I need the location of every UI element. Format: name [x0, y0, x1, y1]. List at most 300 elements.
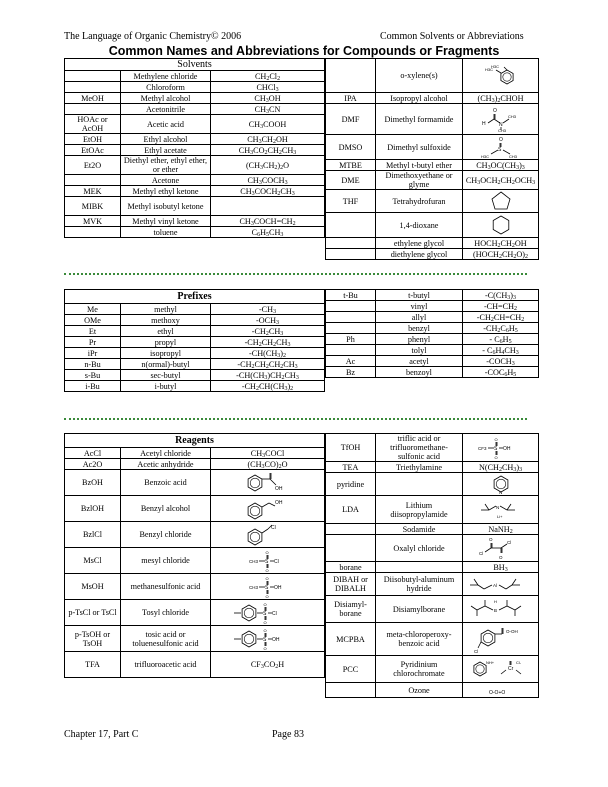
cell-abbr: Ac: [326, 356, 376, 367]
cell-abbr: MeOH: [65, 93, 121, 104]
cell-abbr: [65, 71, 121, 82]
table-row: [326, 496, 539, 524]
cell-abbr: DME: [326, 171, 376, 190]
svg-text:Cr: Cr: [507, 666, 513, 672]
cell-name: diethylene glycol: [376, 249, 463, 260]
cell-formula: $-CH(CH_3)_2$: [211, 348, 325, 359]
cell-abbr: borane: [326, 562, 376, 573]
table-row: [65, 175, 325, 186]
cell-formula: $C_6H_5CH_3$: [211, 227, 325, 238]
svg-text:S: S: [493, 445, 497, 452]
cell-abbr: MCPBA: [326, 623, 376, 656]
table-row: [326, 213, 539, 238]
cell-name: allyl: [376, 312, 463, 323]
cell-name: triflic acid or trifluoromethane-sulfonic acid: [376, 434, 463, 462]
cell-abbr: LDA: [326, 496, 376, 524]
cell-abbr: IPA: [326, 93, 376, 104]
cell-abbr: AcCl: [65, 448, 121, 459]
table-row: [326, 473, 539, 496]
cell-formula: $-CH_2CH=CH_2$: [463, 312, 539, 323]
svg-text:O: O: [492, 108, 497, 114]
cell-name: isopropyl: [121, 348, 211, 359]
cell-formula: [463, 190, 539, 213]
header-left: The Language of Organic Chemistry© 2006: [64, 31, 242, 42]
cell-abbr: [65, 227, 121, 238]
svg-text:Li+: Li+: [496, 513, 502, 519]
table-row: [65, 304, 325, 315]
cell-formula: [211, 626, 325, 652]
cell-name: benzyl: [376, 323, 463, 334]
table-row: [65, 470, 325, 496]
table-row: [326, 290, 539, 301]
svg-text:CH3: CH3: [508, 154, 517, 159]
svg-text:S: S: [264, 558, 268, 565]
solvents-table: [64, 58, 325, 238]
cell-name: Tosyl chloride: [121, 600, 211, 626]
table-row: [65, 359, 325, 370]
table-row: [326, 323, 539, 334]
table-row: [326, 656, 539, 683]
cell-name: Acetyl chloride: [121, 448, 211, 459]
cell-abbr: Et: [65, 326, 121, 337]
cell-formula: [463, 135, 539, 160]
cell-formula: $CH_3OCH_2CH_2OCH_3$: [463, 171, 539, 190]
cell-name: Tetrahydrofuran: [376, 190, 463, 213]
svg-text:Cl: Cl: [478, 551, 483, 556]
cell-formula: [211, 197, 325, 216]
cell-abbr: i-Bu: [65, 381, 121, 392]
svg-text:Al: Al: [492, 583, 497, 588]
cell-abbr: pyridine: [326, 473, 376, 496]
table-row: [326, 238, 539, 249]
svg-text:O: O: [265, 575, 269, 581]
cell-name: Ethyl acetate: [121, 145, 211, 156]
cell-abbr: Pr: [65, 337, 121, 348]
cell-name: n(ormal)-butyl: [121, 359, 211, 370]
cell-name: Methyl alcohol: [121, 93, 211, 104]
table-row: [326, 535, 539, 562]
cell-name: Dimethyl sulfoxide: [376, 135, 463, 160]
cell-abbr: [326, 213, 376, 238]
cell-abbr: MTBE: [326, 160, 376, 171]
cell-formula: [211, 574, 325, 600]
table-row: [65, 459, 325, 470]
svg-text:Cl: Cl: [271, 610, 277, 617]
table-row: [65, 348, 325, 359]
cell-name: Acetone: [121, 175, 211, 186]
svg-text:O: O: [263, 619, 267, 625]
table-row: [65, 448, 325, 459]
table-row: [326, 171, 539, 190]
svg-text:Cl: Cl: [473, 649, 478, 654]
cell-name: [376, 562, 463, 573]
table-row: [65, 134, 325, 145]
svg-text:CH3: CH3: [507, 114, 516, 119]
cell-name: Pyridinium chlorochromate: [376, 656, 463, 683]
cell-formula: $-CH_3$: [211, 304, 325, 315]
cell-formula: $CH_3OC(CH_3)_3$: [463, 160, 539, 171]
cell-formula: [211, 496, 325, 522]
cell-abbr: [326, 323, 376, 334]
cell-abbr: THF: [326, 190, 376, 213]
table-row: [326, 573, 539, 596]
cell-name: Methyl t-butyl ether: [376, 160, 463, 171]
cell-formula: $CF_3CO_2H$: [211, 652, 325, 678]
cell-abbr: BzlOH: [65, 496, 121, 522]
cell-formula: [463, 535, 539, 562]
cell-abbr: MEK: [65, 186, 121, 197]
table-row: [65, 337, 325, 348]
section-divider-2: [64, 418, 527, 420]
table-row: [65, 145, 325, 156]
table-row: [65, 104, 325, 115]
cell-abbr: n-Bu: [65, 359, 121, 370]
cell-abbr: Disiamyl-borane: [326, 596, 376, 623]
svg-text:Cl: Cl: [270, 524, 276, 531]
cell-abbr: [326, 535, 376, 562]
table-row: [326, 367, 539, 378]
table-row: [65, 93, 325, 104]
svg-text:S: S: [262, 636, 266, 643]
cell-name: Dimethyl formamide: [376, 104, 463, 135]
cell-abbr: [65, 175, 121, 186]
cell-formula: - $C_6H_5$: [463, 334, 539, 345]
cell-abbr: t-Bu: [326, 290, 376, 301]
table-row: [326, 59, 539, 93]
table-row: [65, 326, 325, 337]
cell-name: Acetic acid: [121, 115, 211, 134]
svg-text:O: O: [263, 645, 267, 651]
cell-formula: [463, 434, 539, 462]
cell-name: methanesulfonic acid: [121, 574, 211, 600]
page-title: Common Names and Abbreviations for Compounds or Fragments: [108, 44, 500, 58]
cell-formula: $CH_3CO_2CH_2CH_3$: [211, 145, 325, 156]
table-row: [65, 315, 325, 326]
prefixes-heading: Prefixes: [65, 290, 325, 304]
cell-abbr: Me: [65, 304, 121, 315]
cell-formula: $-CH_2CH_3$: [211, 326, 325, 337]
svg-text:S: S: [262, 610, 266, 617]
cell-name: propyl: [121, 337, 211, 348]
cell-formula: [211, 522, 325, 548]
table-row: [326, 345, 539, 356]
cell-formula: [463, 596, 539, 623]
cell-formula: $CH_3COCH=CH_2$: [211, 216, 325, 227]
cell-name: sec-butyl: [121, 370, 211, 381]
cell-abbr: Ph: [326, 334, 376, 345]
prefixes-table-right: [325, 289, 539, 378]
cell-name: ethyl: [121, 326, 211, 337]
cell-name: Benzoic acid: [121, 470, 211, 496]
cell-name: Chloroform: [121, 82, 211, 93]
cell-name: Methylene chloride: [121, 71, 211, 82]
svg-text:H: H: [494, 599, 497, 604]
cell-name: Methyl vinyl ketone: [121, 216, 211, 227]
cell-formula: $(HOCH_2CH_2O)_2$: [463, 249, 539, 260]
cell-abbr: MsOH: [65, 574, 121, 600]
cell-abbr: BzOH: [65, 470, 121, 496]
table-row: [65, 115, 325, 134]
cell-abbr: [65, 82, 121, 93]
reagents-table-right: [325, 433, 539, 698]
table-row: [326, 562, 539, 573]
cell-name: mesyl chloride: [121, 548, 211, 574]
svg-text:OH: OH: [271, 636, 279, 643]
cell-formula: [211, 548, 325, 574]
cell-name: Lithium diisopropylamide: [376, 496, 463, 524]
cell-formula: [463, 656, 539, 683]
cell-name: 1,4-dioxane: [376, 213, 463, 238]
cell-name: tosic acid or toluenesulfonic acid: [121, 626, 211, 652]
cell-formula: [463, 573, 539, 596]
cell-formula: $(CH_3CH_2)_2O$: [211, 156, 325, 175]
cell-abbr: [326, 249, 376, 260]
table-row: [326, 190, 539, 213]
svg-text:O: O: [494, 454, 498, 460]
cell-abbr: DMF: [326, 104, 376, 135]
cell-name: Diethyl ether, ethyl ether, or ether: [121, 156, 211, 175]
table-row: [65, 227, 325, 238]
svg-text:S: S: [264, 584, 268, 591]
table-row: [326, 104, 539, 135]
svg-text:O-O+O: O-O+O: [488, 690, 505, 696]
cell-formula: $-CH_2C_6H_5$: [463, 323, 539, 334]
cell-name: benzoyl: [376, 367, 463, 378]
cell-formula: [463, 623, 539, 656]
cell-formula: $HOCH_2CH_2OH$: [463, 238, 539, 249]
svg-text:O: O: [265, 567, 269, 573]
svg-text:O-OH: O-OH: [505, 629, 518, 634]
table-row: [65, 82, 325, 93]
cell-formula: [463, 496, 539, 524]
prefixes-table: [64, 289, 325, 392]
cell-name: methoxy: [121, 315, 211, 326]
table-row: [65, 197, 325, 216]
table-row: [65, 626, 325, 652]
cell-name: t-butyl: [376, 290, 463, 301]
cell-formula: $N(CH_2CH_3)_3$: [463, 462, 539, 473]
footer-center: Page 83: [272, 729, 304, 740]
cell-abbr: [326, 345, 376, 356]
cell-formula: $CH_3COCH_3$: [211, 175, 325, 186]
cell-abbr: [65, 104, 121, 115]
cell-name: acetyl: [376, 356, 463, 367]
svg-text:O: O: [498, 555, 503, 560]
cell-formula: [463, 59, 539, 93]
table-row: [326, 356, 539, 367]
cell-abbr: EtOH: [65, 134, 121, 145]
cell-formula: $CH_3COOH$: [211, 115, 325, 134]
svg-text:H3C: H3C: [480, 154, 489, 159]
cell-name: Triethylamine: [376, 462, 463, 473]
table-row: [326, 683, 539, 698]
cell-abbr: MVK: [65, 216, 121, 227]
table-row: [65, 548, 325, 574]
cell-abbr: OMe: [65, 315, 121, 326]
table-row: [326, 334, 539, 345]
cell-formula: $(CH_3CO)_2O$: [211, 459, 325, 470]
reagents-table: [64, 433, 325, 678]
cell-name: Ethyl alcohol: [121, 134, 211, 145]
svg-text:OH: OH: [273, 584, 281, 591]
cell-name: Disiamylborane: [376, 596, 463, 623]
table-row: [65, 381, 325, 392]
cell-formula: $CH_3CN$: [211, 104, 325, 115]
cell-formula: [463, 683, 539, 698]
cell-name: Diisobutyl-aluminum hydride: [376, 573, 463, 596]
cell-abbr: TEA: [326, 462, 376, 473]
cell-formula: $-OCH_3$: [211, 315, 325, 326]
svg-text:N: N: [498, 122, 503, 128]
svg-text:NH+: NH+: [485, 660, 494, 665]
cell-formula: $BH_3$: [463, 562, 539, 573]
cell-abbr: Ac2O: [65, 459, 121, 470]
table-row: [326, 312, 539, 323]
cell-abbr: [326, 301, 376, 312]
svg-text:OH: OH: [274, 485, 282, 492]
cell-abbr: Bz: [326, 367, 376, 378]
svg-text:O: O: [263, 601, 267, 607]
cell-name: Benzyl alcohol: [121, 496, 211, 522]
cell-abbr: MsCl: [65, 548, 121, 574]
table-row: [65, 496, 325, 522]
cell-name: ethylene glycol: [376, 238, 463, 249]
header-right: Common Solvents or Abbreviations: [380, 31, 524, 42]
cell-abbr: MIBK: [65, 197, 121, 216]
svg-text:O: O: [498, 137, 503, 143]
cell-abbr: DIBAH or DIBALH: [326, 573, 376, 596]
table-row: [65, 186, 325, 197]
cell-name: Oxalyl chloride: [376, 535, 463, 562]
table-row: [65, 522, 325, 548]
cell-name: Acetonitrile: [121, 104, 211, 115]
cell-formula: $-COC_6H_5$: [463, 367, 539, 378]
cell-formula: [463, 213, 539, 238]
svg-text:H3C: H3C: [484, 66, 493, 72]
svg-text:Cl: Cl: [506, 540, 511, 545]
table-row: [65, 574, 325, 600]
cell-abbr: EtOAc: [65, 145, 121, 156]
cell-formula: $-CH(CH_3)CH_2CH_3$: [211, 370, 325, 381]
cell-formula: $-CH_2CH_2CH_2CH_3$: [211, 359, 325, 370]
svg-text:O: O: [488, 537, 493, 542]
reagents-heading: Reagents: [65, 434, 325, 448]
cell-abbr: TFA: [65, 652, 121, 678]
cell-name: toluene: [121, 227, 211, 238]
footer-left: Chapter 17, Part C: [64, 729, 139, 740]
cell-abbr: iPr: [65, 348, 121, 359]
table-row: [65, 71, 325, 82]
table-row: [65, 216, 325, 227]
cell-formula: NaNH$_2$: [463, 524, 539, 535]
cell-abbr: [326, 238, 376, 249]
cell-abbr: Et2O: [65, 156, 121, 175]
cell-name: phenyl: [376, 334, 463, 345]
cell-abbr: [326, 312, 376, 323]
table-row: [326, 135, 539, 160]
cell-abbr: BzlCl: [65, 522, 121, 548]
cell-name: o-xylene(s): [376, 59, 463, 93]
svg-text:H: H: [481, 121, 486, 127]
table-row: [326, 524, 539, 535]
cell-name: Benzyl chloride: [121, 522, 211, 548]
table-row: [326, 301, 539, 312]
svg-text:OH: OH: [274, 499, 282, 506]
cell-name: [376, 473, 463, 496]
cell-abbr: PCC: [326, 656, 376, 683]
cell-formula: - $C_6H_4CH_3$: [463, 345, 539, 356]
cell-name: Sodamide: [376, 524, 463, 535]
cell-abbr: p-TsOH or TsOH: [65, 626, 121, 652]
svg-text:N: N: [498, 490, 502, 495]
cell-name: vinyl: [376, 301, 463, 312]
cell-name: Methyl isobutyl ketone: [121, 197, 211, 216]
cell-abbr: TfOH: [326, 434, 376, 462]
table-row: [326, 160, 539, 171]
cell-formula: [463, 473, 539, 496]
table-row: [326, 462, 539, 473]
cell-abbr: DMSO: [326, 135, 376, 160]
cell-name: methyl: [121, 304, 211, 315]
svg-text:O: O: [265, 593, 269, 599]
svg-text:O: O: [265, 549, 269, 555]
cell-formula: $CH_3COCl$: [211, 448, 325, 459]
svg-text:Cl: Cl: [273, 558, 279, 565]
table-row: [65, 156, 325, 175]
solvents-table-right: [325, 58, 539, 260]
cell-formula: $-CH=CH_2$: [463, 301, 539, 312]
svg-text:O: O: [263, 627, 267, 633]
svg-text:B: B: [494, 608, 498, 613]
table-row: [326, 596, 539, 623]
svg-text:S: S: [497, 147, 501, 153]
svg-text:H3C: H3C: [490, 64, 499, 69]
svg-text:OH: OH: [502, 445, 510, 452]
cell-abbr: p-TsCl or TsCl: [65, 600, 121, 626]
cell-abbr: s-Bu: [65, 370, 121, 381]
cell-formula: $CH_3CH_2OH$: [211, 134, 325, 145]
table-row: [326, 249, 539, 260]
cell-name: meta-chloroperoxy-benzoic acid: [376, 623, 463, 656]
cell-name: Isopropyl alcohol: [376, 93, 463, 104]
cell-abbr: HOAc or AcOH: [65, 115, 121, 134]
cell-name: Methyl ethyl ketone: [121, 186, 211, 197]
cell-formula: $CH_3COCH_2CH_3$: [211, 186, 325, 197]
cell-formula: $CH_3OH$: [211, 93, 325, 104]
table-row: [65, 370, 325, 381]
cell-abbr: [326, 683, 376, 698]
cell-formula: [211, 470, 325, 496]
cell-formula: $-COCH_3$: [463, 356, 539, 367]
cell-formula: CHCl$_3$: [211, 82, 325, 93]
cell-formula: $-C(CH_3)_3$: [463, 290, 539, 301]
cell-name: Acetic anhydride: [121, 459, 211, 470]
cell-formula: $-CH_2CH(CH_3)_2$: [211, 381, 325, 392]
cell-formula: $CH_2Cl_2$: [211, 71, 325, 82]
cell-formula: $(CH_3)_2CHOH$: [463, 93, 539, 104]
cell-name: Dimethoxyethane or glyme: [376, 171, 463, 190]
table-row: [65, 652, 325, 678]
svg-text:Cl-: Cl-: [515, 660, 521, 665]
svg-text:N: N: [495, 504, 499, 510]
svg-text:CH3: CH3: [497, 128, 506, 132]
cell-formula: $-CH_2CH_2CH_3$: [211, 337, 325, 348]
solvents-heading: Solvents: [65, 59, 325, 71]
cell-abbr: [326, 59, 376, 93]
svg-text:O: O: [494, 436, 498, 442]
svg-text:CF3: CF3: [477, 445, 487, 451]
table-row: [326, 434, 539, 462]
